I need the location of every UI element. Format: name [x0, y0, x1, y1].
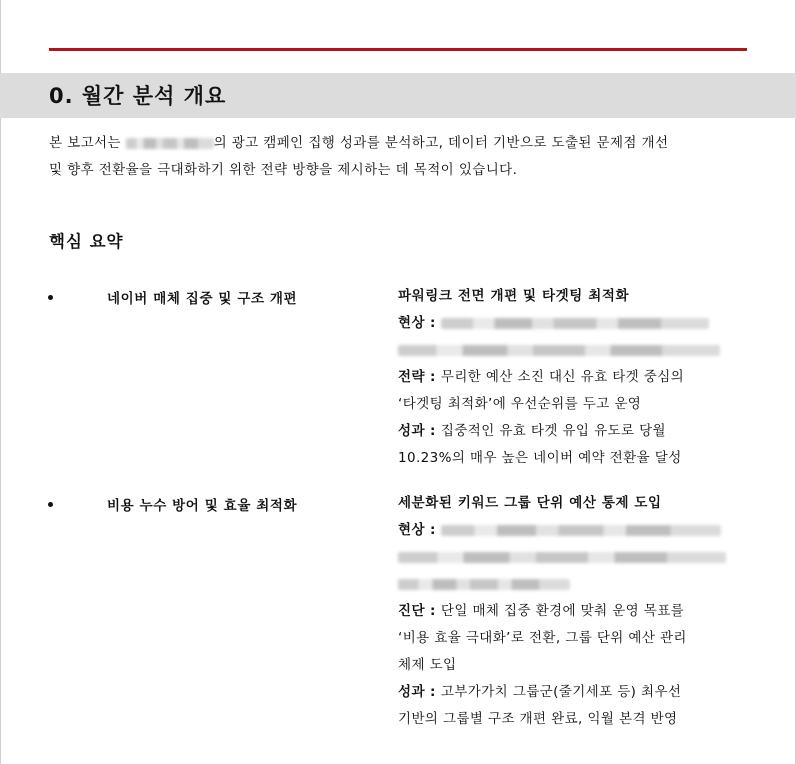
item-2-title: 세분화된 키워드 그룹 단위 예산 통제 도입: [398, 495, 662, 511]
intro-line-2: 및 향후 전환율을 극대화하기 위한 전략 방향을 제시하는 데 목적이 있습니다.: [49, 162, 518, 178]
item-2-result-line-1: [398, 679, 743, 706]
item-2-current-line-3: [398, 571, 743, 598]
item-1-result-line-1: [398, 418, 743, 445]
redacted-text: [398, 579, 570, 590]
item-1-current-line-1: [398, 310, 743, 337]
bullet-1: [48, 295, 53, 300]
item-2-diag-key: 진단 :: [398, 603, 441, 619]
summary-item-1-label: 네이버 매체 집중 및 구조 개편: [107, 291, 298, 307]
item-2-result-text-1: 고부가가치 그룹군(줄기세포 등) 최우선: [440, 684, 682, 700]
item-2-current-line-1: [398, 517, 743, 544]
bullet-2: [48, 502, 53, 507]
item-2-current-line-2: [398, 544, 743, 571]
header-rule: [49, 48, 747, 51]
intro-text-b: 의 광고 캠페인 집행 성과를 분석하고, 데이터 기반으로 도출된 문제점 개선: [213, 135, 669, 151]
item-1-strategy-text-1: 무리한 예산 소진 대신 유효 타겟 중심의: [440, 369, 685, 385]
intro-line-1: [49, 130, 749, 157]
item-1-current-key: 현상 :: [398, 315, 441, 331]
redacted-text: [398, 552, 726, 563]
item-2-diag-text-1: 단일 매체 집중 환경에 맞춰 운영 목표를: [440, 603, 685, 619]
item-2-current-key: 현상 :: [398, 522, 441, 538]
redacted-client-name: [126, 138, 214, 149]
item-1-result-key: 성과 :: [398, 423, 441, 439]
summary-heading: 핵심 요약: [49, 232, 124, 251]
summary-item-2-detail: [398, 490, 743, 733]
item-2-diag-line-3: 체제 도입: [398, 657, 457, 673]
redacted-text: [441, 525, 721, 536]
item-1-title: 파워링크 전면 개편 및 타겟팅 최적화: [398, 288, 630, 304]
summary-item-2-label: 비용 누수 방어 및 효율 최적화: [107, 498, 298, 514]
redacted-text: [441, 318, 709, 329]
item-2-result-line-2: 기반의 그룹별 구조 개편 완료, 익월 본격 반영: [398, 711, 678, 727]
item-1-result-line-2: 10.23%의 매우 높은 네이버 예약 전환율 달성: [398, 450, 682, 466]
item-1-result-text-1: 집중적인 유효 타겟 유입 유도로 당월: [440, 423, 666, 439]
summary-item-1-detail: [398, 283, 743, 472]
intro-paragraph: [49, 130, 749, 184]
item-1-current-line-2: [398, 337, 743, 364]
redacted-text: [398, 345, 720, 356]
section-title: 0. 월간 분석 개요: [49, 84, 227, 108]
item-2-diag-line-1: [398, 598, 743, 625]
item-1-strategy-line-2: ‘타겟팅 최적화’에 우선순위를 두고 운영: [398, 396, 642, 412]
item-2-diag-line-2: ‘비용 효율 극대화’로 전환, 그룹 단위 예산 관리: [398, 630, 687, 646]
item-2-result-key: 성과 :: [398, 684, 441, 700]
item-1-strategy-key: 전략 :: [398, 369, 441, 385]
intro-text-a: 본 보고서는: [49, 135, 126, 151]
item-1-strategy-line-1: [398, 364, 743, 391]
